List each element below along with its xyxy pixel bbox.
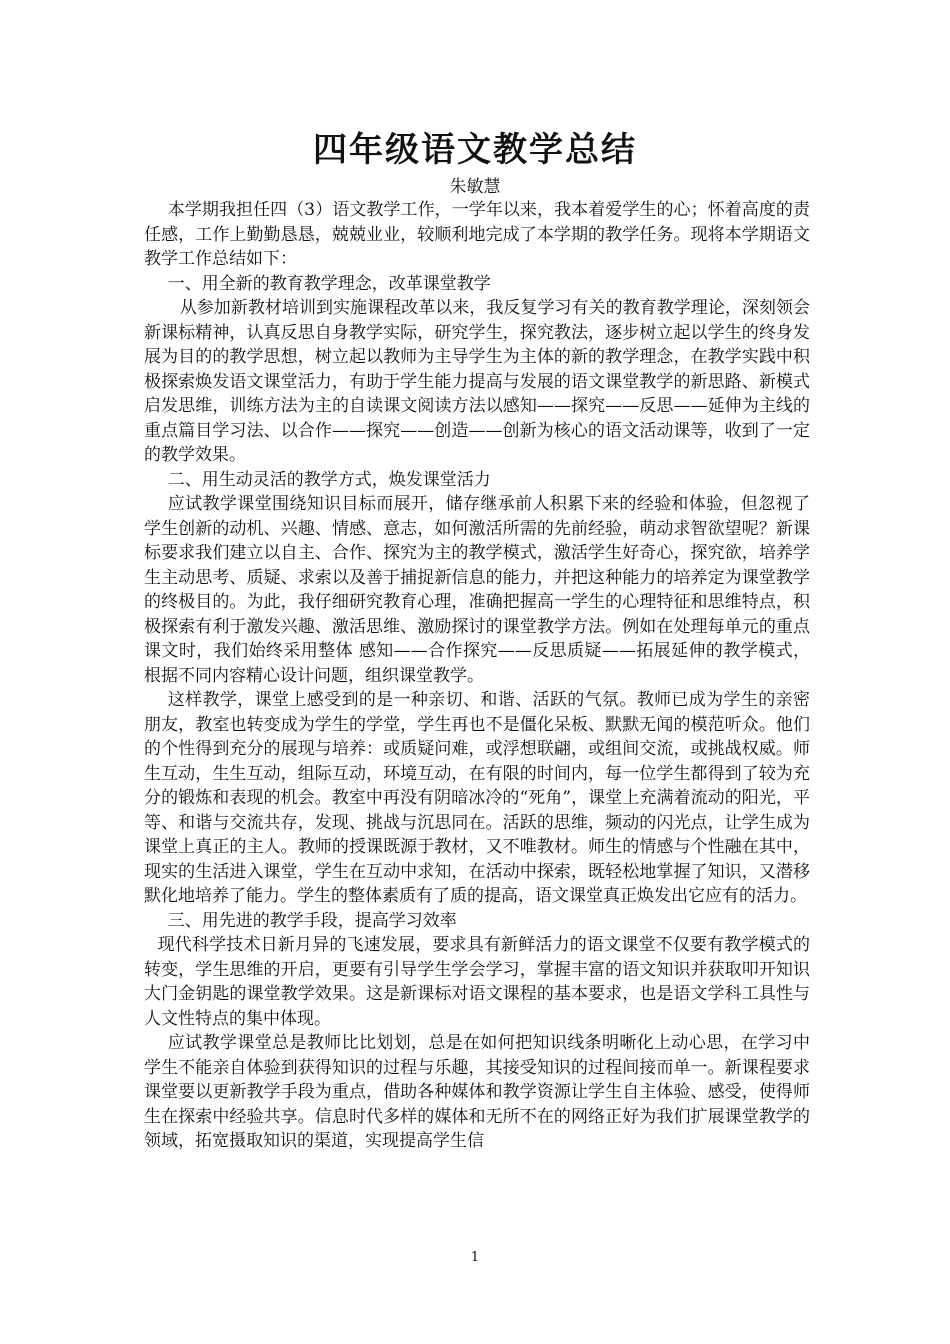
body-paragraph: 现代科学技术日新月异的飞速发展，要求具有新鲜活力的语文课堂不仅要有教学模式的转变，学生思维的开启，更要有引导学生学会学习，掌握丰富的语文知识并获取叩开知识大门金钥匙的课堂教学效果。这是新课标对语文课程的基本要求，也是语文学科工具性与人文性特点的集中体现。 xyxy=(144,935,810,1029)
document-body xyxy=(144,198,810,1154)
section-heading-3: 三、用先进的教学手段，提高学习效率 xyxy=(167,910,457,931)
section-heading-1: 一、用全新的教育教学理念，改革课堂教学 xyxy=(167,273,491,294)
body-paragraph: 应试教学课堂围绕知识目标而展开，储存继承前人积累下来的经验和体验，但忽视了学生创新的动机、兴趣、情感、意志，如何激活所需的先前经验，萌动求智欲望呢？新课标要求我们建立以自主、合作、探究为主的教学模式，激活学生好奇心，探究欲，培养学生主动思考、质疑、求索以及善于捕捉新信息的能力，并把这种能力的培养定为课堂教学的终极目的。为此，我仔细研究教育心理，准确把握高一学生的心理特征和思维特点，积极探索有利于激发兴趣、激活思维、激励探讨的课堂教学方法。例如在处理每单元的重点课文时，我们始终采用整体 感知——合作探究——反思质疑——拓展延伸的教学模式，根据不同内容精心设计问题，组织课堂教学。 xyxy=(144,494,810,686)
body-paragraph: 从参加新教材培训到实施课程改革以来，我反复学习有关的教育教学理论，深刻领会新课标精神，认真反思自身教学实际，研究学生，探究教法，逐步树立起以学生的终身发展为目的的教学思想，树立起以教师为主导学生为主体的新的教学理念，在教学实践中积极探索焕发语文课堂活力，有助于学生能力提高与发展的语文课堂教学的新思路、新模式启发思维，训练方法为主的自读课文阅读方法以感知——探究——反思——延伸为主线的重点篇目学习法、以合作——探究——创造——创新为核心的语文活动课等，收到了一定的教学效果。 xyxy=(144,298,810,465)
body-paragraph: 应试教学课堂总是教师比比划划，总是在如何把知识线条明晰化上动心思，在学习中学生不能亲自体验到获得知识的过程与乐趣，其接受知识的过程间接而单一。新课程要求课堂要以更新教学手段为重点，借助各种媒体和教学资源让学生自主体验、感受，使得师生在探索中经验共享。信息时代多样的媒体和无所不在的网络正好为我们扩展课堂教学的领域，拓宽摄取知识的渠道，实现提高学生信 xyxy=(144,1033,810,1151)
section-heading-2: 二、用生动灵活的教学方式，焕发课堂活力 xyxy=(167,469,491,490)
author-name: 朱敏慧 xyxy=(449,177,501,197)
page-number: 1 xyxy=(470,1250,480,1265)
intro-paragraph: 本学期我担任四（3）语文教学工作，一学年以来，我本着爱学生的心；怀着高度的责任感，工作上勤勤恳恳，兢兢业业，较顺利地完成了本学期的教学任务。现将本学期语文教学工作总结如下： xyxy=(144,200,810,269)
document-title: 四年级语文教学总结 xyxy=(313,130,637,170)
body-paragraph: 这样教学，课堂上感受到的是一种亲切、和谐、活跃的气氛。教师已成为学生的亲密朋友，教室也转变成为学生的学堂，学生再也不是僵化呆板、默默无闻的模范听众。他们的个性得到充分的展现与培养：或质疑问难，或浮想联翩，或组间交流，或挑战权威。师生互动，生生互动，组际互动，环境互动，在有限的时间内，每一位学生都得到了较为充分的锻炼和表现的机会。教室中再没有阴暗冰冷的“死角”，课堂上充满着流动的阳光，平等、和谐与交流共存，发现、挑战与沉思同在。活跃的思维，频动的闪光点，让学生成为课堂上真正的主人。教师的授课既源于教材，又不唯教材。师生的情感与个性融在其中，现实的生活进入课堂，学生在互动中求知，在活动中探索，既轻松地掌握了知识，又潜移默化地培养了能力。学生的整体素质有了质的提高，语文课堂真正焕发出它应有的活力。 xyxy=(144,690,810,906)
